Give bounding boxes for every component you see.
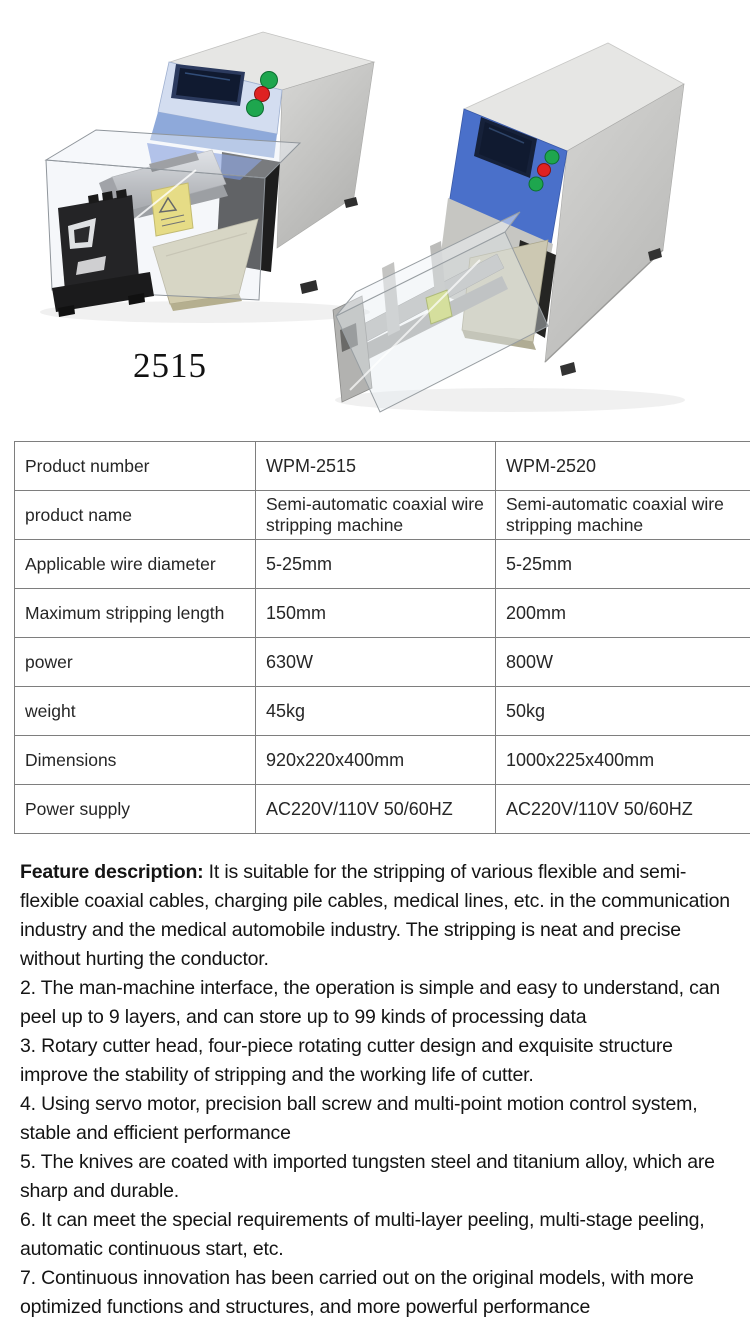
spec-row (15, 491, 750, 540)
spec-label-cell: product name (15, 491, 256, 540)
run-button-icon (247, 100, 264, 117)
spec-value-cell: WPM-2515 (256, 442, 496, 491)
start-button-icon (261, 72, 278, 89)
feature-paragraph: 3. Rotary cutter head, four-piece rotating cutter design and exquisite structure improve the stability of stripping and the working life of cutter. (20, 1035, 673, 1086)
spec-value-cell: Semi-automatic coaxial wire stripping machine (256, 491, 496, 540)
spec-row (15, 442, 750, 491)
spec-value-cell: 920x220x400mm (256, 736, 496, 785)
spec-label-cell: Product number (15, 442, 256, 491)
spec-value-cell: 50kg (496, 687, 750, 736)
spec-value-cell: 5-25mm (496, 540, 750, 589)
feature-paragraph: 6. It can meet the special requirements of multi-layer peeling, multi-stage peeling, automatic continuous start, etc. (20, 1209, 705, 1260)
spec-value-cell: 630W (256, 638, 496, 687)
spec-label-cell: weight (15, 687, 256, 736)
spec-value-cell: WPM-2520 (496, 442, 750, 491)
run-button-icon (529, 177, 543, 191)
machine-photo-left (40, 32, 374, 323)
spec-value-cell: 5-25mm (256, 540, 496, 589)
spec-value-cell: 1000x225x400mm (496, 736, 750, 785)
spec-label-cell: Maximum stripping length (15, 589, 256, 638)
spec-label-cell: Dimensions (15, 736, 256, 785)
spec-row (15, 736, 750, 785)
start-button-icon (545, 150, 559, 164)
feature-description (20, 858, 736, 1322)
spec-value-cell: 45kg (256, 687, 496, 736)
spec-table (14, 441, 750, 834)
spec-value-cell: 150mm (256, 589, 496, 638)
stop-button-icon (538, 164, 551, 177)
spec-label-cell: power (15, 638, 256, 687)
feature-heading: Feature description: (20, 861, 204, 883)
machines-illustration (0, 0, 750, 441)
spec-row (15, 687, 750, 736)
spec-row (15, 589, 750, 638)
spec-row (15, 540, 750, 589)
feature-paragraph: 7. Continuous innovation has been carried out on the original models, with more optimized functions and structures, and more powerful performance (20, 1267, 694, 1318)
spec-row (15, 638, 750, 687)
spec-value-cell: 200mm (496, 589, 750, 638)
spec-label-cell: Power supply (15, 785, 256, 834)
machine-photo-right (333, 43, 685, 412)
machine-body-side (277, 62, 374, 248)
spec-value-cell: Semi-automatic coaxial wire stripping machine (496, 491, 750, 540)
feature-paragraph: 2. The man-machine interface, the operation is simple and easy to understand, can peel up to 9 layers, and can store up to 99 kinds of processing data (20, 977, 720, 1028)
spec-label-cell: Applicable wire diameter (15, 540, 256, 589)
machine-foot (300, 280, 318, 294)
product-photos (0, 0, 750, 441)
spec-value-cell: AC220V/110V 50/60HZ (496, 785, 750, 834)
spec-value-cell: 800W (496, 638, 750, 687)
feature-paragraph: 4. Using servo motor, precision ball screw and multi-point motion control system, stable and efficient performance (20, 1093, 698, 1144)
feature-paragraph (20, 858, 736, 974)
spec-row (15, 785, 750, 834)
machine-foot (560, 362, 576, 376)
feature-paragraph: 5. The knives are coated with imported tungsten steel and titanium alloy, which are sharp and durable. (20, 1151, 715, 1202)
model-caption: 2515 (133, 346, 207, 385)
feature-text: It is suitable for the stripping of various flexible and semi-flexible coaxial cables, charging pile cables, medical lines, etc. in the communication industry and the medical automobile industry. The stripping is neat and precise without hurting the conductor. (20, 861, 730, 970)
spec-value-cell: AC220V/110V 50/60HZ (256, 785, 496, 834)
